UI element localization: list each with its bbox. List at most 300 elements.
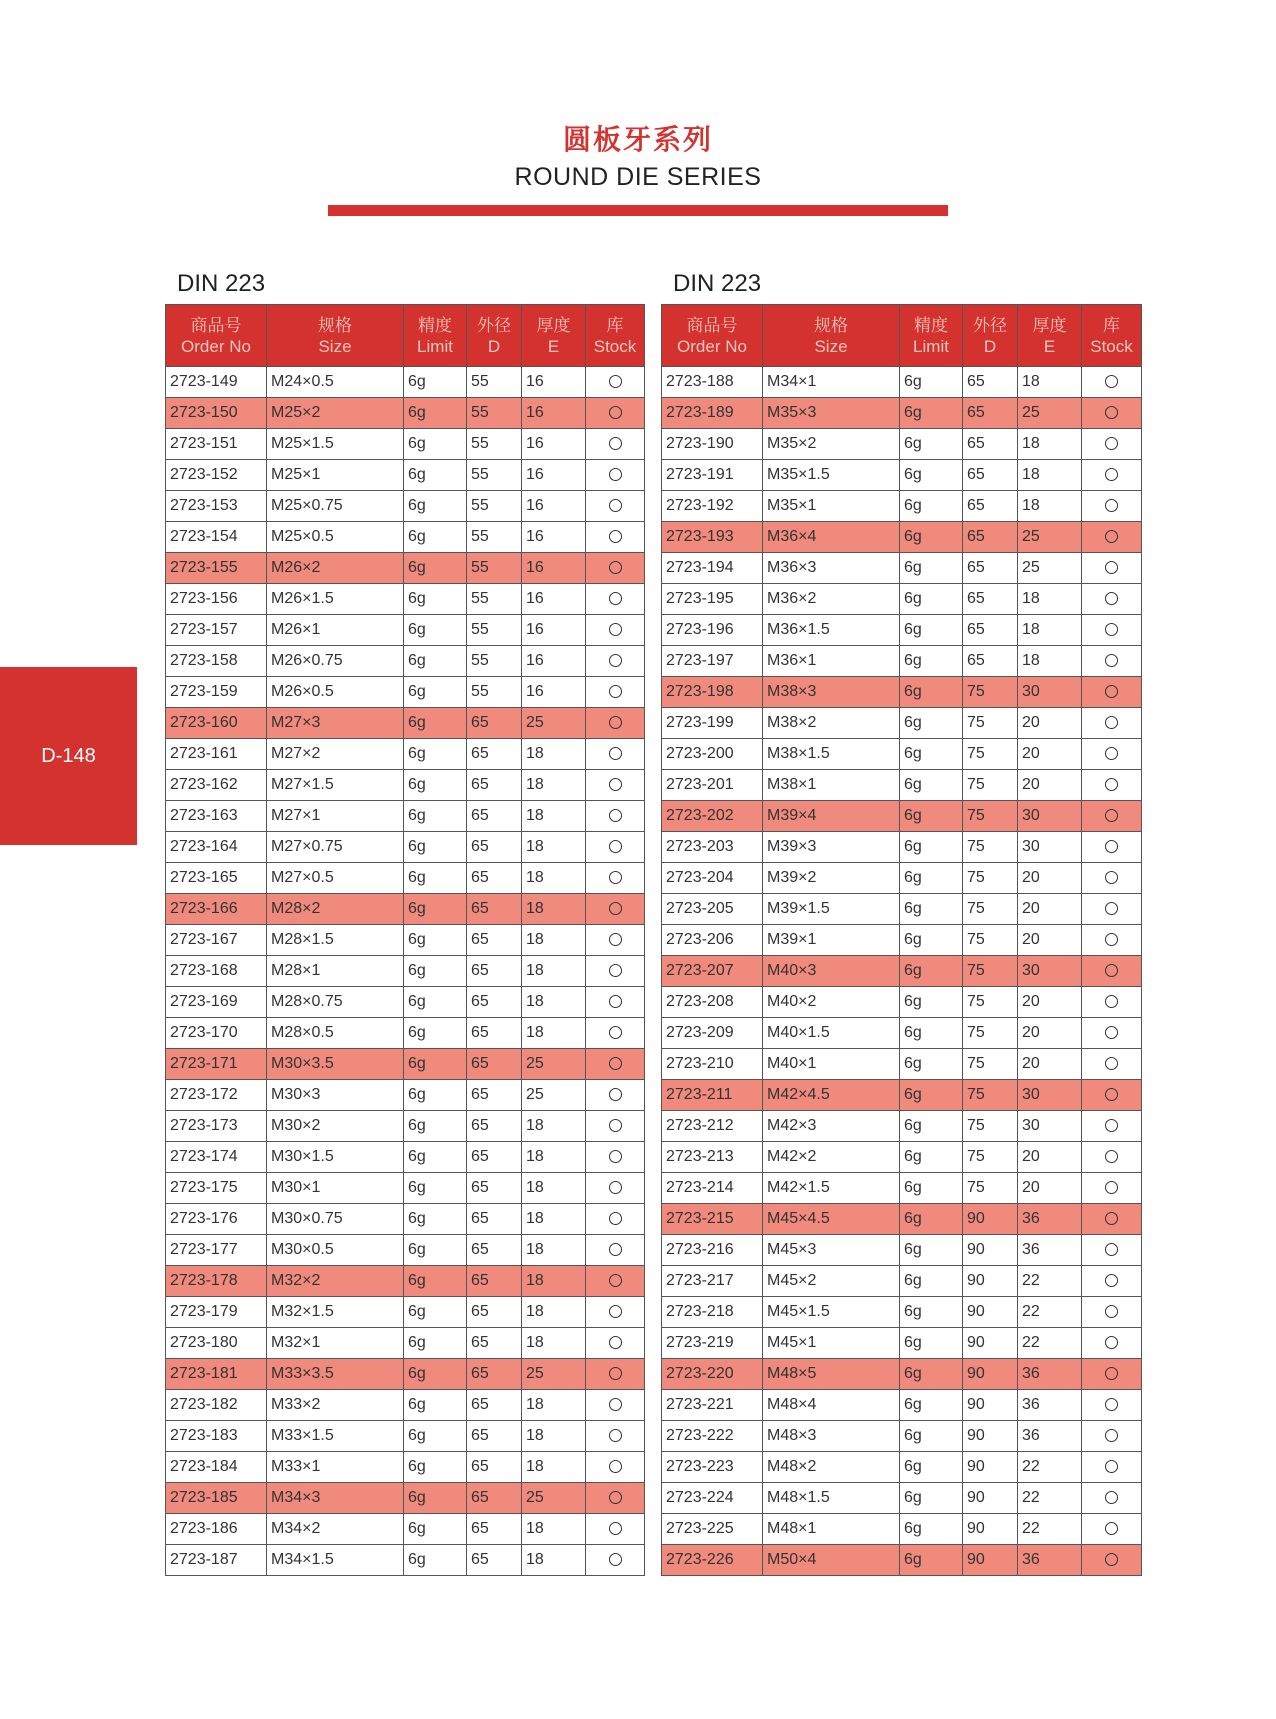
thickness-cell: 22 xyxy=(1018,1297,1082,1328)
order-number-cell: 2723-215 xyxy=(662,1204,763,1235)
diameter-cell: 75 xyxy=(963,894,1018,925)
table-row xyxy=(166,739,645,770)
column-header-cn: 库 xyxy=(1103,315,1120,335)
stock-cell xyxy=(1082,1297,1142,1328)
table-row xyxy=(662,1142,1142,1173)
table-header-row xyxy=(662,305,1142,367)
stock-circle-icon xyxy=(609,1057,622,1070)
order-number-cell: 2723-159 xyxy=(166,677,267,708)
thickness-cell: 16 xyxy=(522,460,586,491)
size-cell: M48×1 xyxy=(763,1514,900,1545)
table-row xyxy=(662,1328,1142,1359)
size-cell: M30×0.5 xyxy=(267,1235,404,1266)
stock-cell xyxy=(1082,1111,1142,1142)
limit-cell: 6g xyxy=(404,398,467,429)
stock-cell xyxy=(586,1390,645,1421)
table-row xyxy=(166,553,645,584)
table-row xyxy=(166,1204,645,1235)
size-cell: M35×3 xyxy=(763,398,900,429)
limit-cell: 6g xyxy=(900,460,963,491)
diameter-cell: 90 xyxy=(963,1452,1018,1483)
diameter-cell: 75 xyxy=(963,801,1018,832)
diameter-cell: 65 xyxy=(467,1173,522,1204)
thickness-cell: 18 xyxy=(522,770,586,801)
stock-circle-icon xyxy=(609,902,622,915)
size-cell: M30×2 xyxy=(267,1111,404,1142)
thickness-cell: 20 xyxy=(1018,925,1082,956)
limit-cell: 6g xyxy=(900,956,963,987)
thickness-cell: 16 xyxy=(522,491,586,522)
stock-circle-icon xyxy=(609,561,622,574)
stock-cell xyxy=(586,1080,645,1111)
limit-cell: 6g xyxy=(404,770,467,801)
diameter-cell: 90 xyxy=(963,1483,1018,1514)
order-number-cell: 2723-151 xyxy=(166,429,267,460)
order-number-cell: 2723-167 xyxy=(166,925,267,956)
thickness-cell: 25 xyxy=(522,1359,586,1390)
limit-cell: 6g xyxy=(404,491,467,522)
order-number-cell: 2723-150 xyxy=(166,398,267,429)
order-number-cell: 2723-191 xyxy=(662,460,763,491)
table-row xyxy=(662,739,1142,770)
stock-circle-icon xyxy=(1105,1088,1118,1101)
size-cell: M40×1 xyxy=(763,1049,900,1080)
stock-circle-icon xyxy=(609,1553,622,1566)
diameter-cell: 65 xyxy=(467,1204,522,1235)
order-number-cell: 2723-198 xyxy=(662,677,763,708)
table-row xyxy=(662,987,1142,1018)
thickness-cell: 22 xyxy=(1018,1452,1082,1483)
stock-cell xyxy=(1082,832,1142,863)
table-row xyxy=(166,522,645,553)
diameter-cell: 55 xyxy=(467,460,522,491)
order-number-cell: 2723-173 xyxy=(166,1111,267,1142)
limit-cell: 6g xyxy=(900,522,963,553)
limit-cell: 6g xyxy=(900,1390,963,1421)
thickness-cell: 20 xyxy=(1018,770,1082,801)
table-row xyxy=(166,708,645,739)
column-header xyxy=(763,305,900,367)
limit-cell: 6g xyxy=(900,1297,963,1328)
diameter-cell: 90 xyxy=(963,1328,1018,1359)
limit-cell: 6g xyxy=(404,1514,467,1545)
thickness-cell: 20 xyxy=(1018,708,1082,739)
diameter-cell: 65 xyxy=(467,832,522,863)
table-row xyxy=(166,460,645,491)
limit-cell: 6g xyxy=(404,1328,467,1359)
table-row xyxy=(166,1328,645,1359)
order-number-cell: 2723-208 xyxy=(662,987,763,1018)
limit-cell: 6g xyxy=(900,646,963,677)
table-row xyxy=(662,801,1142,832)
page-title-chinese: 圆板牙系列 xyxy=(562,123,713,156)
table-row xyxy=(166,832,645,863)
stock-cell xyxy=(1082,1359,1142,1390)
diameter-cell: 90 xyxy=(963,1235,1018,1266)
stock-circle-icon xyxy=(1105,592,1118,605)
size-cell: M35×1 xyxy=(763,491,900,522)
stock-cell xyxy=(586,925,645,956)
column-header-cn: 库 xyxy=(606,315,624,335)
stock-circle-icon xyxy=(1105,1367,1118,1380)
stock-circle-icon xyxy=(609,1305,622,1318)
stock-cell xyxy=(586,1328,645,1359)
order-number-cell: 2723-170 xyxy=(166,1018,267,1049)
diameter-cell: 75 xyxy=(963,677,1018,708)
stock-circle-icon xyxy=(609,995,622,1008)
table-row xyxy=(166,1018,645,1049)
table-row xyxy=(166,863,645,894)
stock-cell xyxy=(1082,367,1142,398)
order-number-cell: 2723-222 xyxy=(662,1421,763,1452)
table-row xyxy=(166,801,645,832)
diameter-cell: 55 xyxy=(467,429,522,460)
order-number-cell: 2723-221 xyxy=(662,1390,763,1421)
diameter-cell: 65 xyxy=(467,801,522,832)
order-number-cell: 2723-209 xyxy=(662,1018,763,1049)
thickness-cell: 18 xyxy=(522,801,586,832)
table-row xyxy=(166,646,645,677)
stock-cell xyxy=(1082,925,1142,956)
table-row xyxy=(662,398,1142,429)
table-row xyxy=(166,677,645,708)
diameter-cell: 65 xyxy=(963,615,1018,646)
limit-cell: 6g xyxy=(900,708,963,739)
stock-cell xyxy=(1082,894,1142,925)
size-cell: M27×0.75 xyxy=(267,832,404,863)
limit-cell: 6g xyxy=(900,584,963,615)
size-cell: M42×3 xyxy=(763,1111,900,1142)
table-row xyxy=(662,429,1142,460)
size-cell: M32×1.5 xyxy=(267,1297,404,1328)
diameter-cell: 65 xyxy=(467,925,522,956)
size-cell: M33×1 xyxy=(267,1452,404,1483)
order-number-cell: 2723-155 xyxy=(166,553,267,584)
table-row xyxy=(166,1514,645,1545)
order-number-cell: 2723-189 xyxy=(662,398,763,429)
size-cell: M32×2 xyxy=(267,1266,404,1297)
table-row xyxy=(662,1111,1142,1142)
stock-cell xyxy=(586,460,645,491)
thickness-cell: 30 xyxy=(1018,1111,1082,1142)
column-header xyxy=(963,305,1018,367)
limit-cell: 6g xyxy=(900,925,963,956)
table-row xyxy=(662,522,1142,553)
table-row xyxy=(662,553,1142,584)
diameter-cell: 90 xyxy=(963,1545,1018,1576)
table-row xyxy=(166,1359,645,1390)
stock-circle-icon xyxy=(609,685,622,698)
limit-cell: 6g xyxy=(404,739,467,770)
order-number-cell: 2723-202 xyxy=(662,801,763,832)
table-row xyxy=(166,1111,645,1142)
stock-circle-icon xyxy=(609,778,622,791)
stock-circle-icon xyxy=(609,375,622,388)
stock-cell xyxy=(1082,1266,1142,1297)
limit-cell: 6g xyxy=(404,863,467,894)
thickness-cell: 22 xyxy=(1018,1266,1082,1297)
size-cell: M48×1.5 xyxy=(763,1483,900,1514)
stock-circle-icon xyxy=(609,964,622,977)
limit-cell: 6g xyxy=(404,1452,467,1483)
thickness-cell: 18 xyxy=(522,1297,586,1328)
diameter-cell: 65 xyxy=(467,1514,522,1545)
limit-cell: 6g xyxy=(404,367,467,398)
order-number-cell: 2723-165 xyxy=(166,863,267,894)
thickness-cell: 16 xyxy=(522,584,586,615)
table-row xyxy=(662,1483,1142,1514)
order-number-cell: 2723-190 xyxy=(662,429,763,460)
order-number-cell: 2723-162 xyxy=(166,770,267,801)
table-row xyxy=(166,1483,645,1514)
stock-cell xyxy=(586,1018,645,1049)
size-cell: M25×0.5 xyxy=(267,522,404,553)
order-number-cell: 2723-168 xyxy=(166,956,267,987)
column-header-en: E xyxy=(547,336,560,356)
order-number-cell: 2723-175 xyxy=(166,1173,267,1204)
stock-circle-icon xyxy=(609,1491,622,1504)
diameter-cell: 65 xyxy=(467,956,522,987)
table-row xyxy=(166,584,645,615)
thickness-cell: 22 xyxy=(1018,1483,1082,1514)
limit-cell: 6g xyxy=(900,1204,963,1235)
diameter-cell: 55 xyxy=(467,584,522,615)
size-cell: M39×1 xyxy=(763,925,900,956)
size-cell: M30×3.5 xyxy=(267,1049,404,1080)
limit-cell: 6g xyxy=(404,646,467,677)
thickness-cell: 36 xyxy=(1018,1390,1082,1421)
stock-cell xyxy=(1082,987,1142,1018)
stock-circle-icon xyxy=(1105,1305,1118,1318)
size-cell: M27×0.5 xyxy=(267,863,404,894)
thickness-cell: 20 xyxy=(1018,1018,1082,1049)
table-row xyxy=(166,956,645,987)
thickness-cell: 18 xyxy=(522,925,586,956)
size-cell: M30×1 xyxy=(267,1173,404,1204)
thickness-cell: 20 xyxy=(1018,987,1082,1018)
thickness-cell: 22 xyxy=(1018,1328,1082,1359)
table-title: DIN 223 xyxy=(177,270,266,297)
limit-cell: 6g xyxy=(404,1173,467,1204)
stock-circle-icon xyxy=(1105,685,1118,698)
stock-cell xyxy=(1082,739,1142,770)
stock-cell xyxy=(1082,1452,1142,1483)
size-cell: M28×1.5 xyxy=(267,925,404,956)
limit-cell: 6g xyxy=(404,677,467,708)
stock-circle-icon xyxy=(1105,375,1118,388)
diameter-cell: 55 xyxy=(467,522,522,553)
table-block-left xyxy=(165,268,645,1576)
size-cell: M33×1.5 xyxy=(267,1421,404,1452)
stock-cell xyxy=(1082,770,1142,801)
thickness-cell: 36 xyxy=(1018,1235,1082,1266)
table-row xyxy=(166,1452,645,1483)
thickness-cell: 18 xyxy=(522,1545,586,1576)
stock-circle-icon xyxy=(609,437,622,450)
stock-circle-icon xyxy=(1105,964,1118,977)
thickness-cell: 25 xyxy=(1018,553,1082,584)
size-cell: M26×1.5 xyxy=(267,584,404,615)
stock-cell xyxy=(586,1049,645,1080)
table-row xyxy=(662,460,1142,491)
limit-cell: 6g xyxy=(900,1142,963,1173)
diameter-cell: 55 xyxy=(467,677,522,708)
table-row xyxy=(662,367,1142,398)
limit-cell: 6g xyxy=(900,1111,963,1142)
stock-circle-icon xyxy=(1105,1460,1118,1473)
table-title: DIN 223 xyxy=(673,270,762,297)
stock-circle-icon xyxy=(1105,1274,1118,1287)
limit-cell: 6g xyxy=(900,1266,963,1297)
order-number-cell: 2723-216 xyxy=(662,1235,763,1266)
order-number-cell: 2723-169 xyxy=(166,987,267,1018)
size-cell: M25×1 xyxy=(267,460,404,491)
stock-circle-icon xyxy=(1105,871,1118,884)
limit-cell: 6g xyxy=(900,615,963,646)
limit-cell: 6g xyxy=(404,1204,467,1235)
stock-cell xyxy=(1082,1421,1142,1452)
order-number-cell: 2723-196 xyxy=(662,615,763,646)
order-number-cell: 2723-225 xyxy=(662,1514,763,1545)
size-cell: M45×4.5 xyxy=(763,1204,900,1235)
stock-cell xyxy=(1082,1173,1142,1204)
diameter-cell: 65 xyxy=(467,1049,522,1080)
size-cell: M25×2 xyxy=(267,398,404,429)
diameter-cell: 75 xyxy=(963,925,1018,956)
table-row xyxy=(166,770,645,801)
stock-cell xyxy=(586,1545,645,1576)
limit-cell: 6g xyxy=(404,1049,467,1080)
thickness-cell: 20 xyxy=(1018,1049,1082,1080)
diameter-cell: 75 xyxy=(963,1049,1018,1080)
stock-cell xyxy=(586,801,645,832)
order-number-cell: 2723-187 xyxy=(166,1545,267,1576)
table-row xyxy=(662,677,1142,708)
thickness-cell: 18 xyxy=(1018,460,1082,491)
stock-cell xyxy=(586,708,645,739)
table-row xyxy=(166,491,645,522)
size-cell: M30×1.5 xyxy=(267,1142,404,1173)
thickness-cell: 18 xyxy=(522,1204,586,1235)
stock-circle-icon xyxy=(1105,1398,1118,1411)
size-cell: M35×2 xyxy=(763,429,900,460)
limit-cell: 6g xyxy=(404,584,467,615)
thickness-cell: 18 xyxy=(1018,584,1082,615)
limit-cell: 6g xyxy=(900,894,963,925)
stock-circle-icon xyxy=(1105,902,1118,915)
order-number-cell: 2723-223 xyxy=(662,1452,763,1483)
column-header-en: Size xyxy=(814,336,848,356)
diameter-cell: 65 xyxy=(963,367,1018,398)
order-number-cell: 2723-194 xyxy=(662,553,763,584)
product-table xyxy=(165,304,645,1576)
column-header-en: Limit xyxy=(913,336,949,356)
stock-circle-icon xyxy=(609,1429,622,1442)
order-number-cell: 2723-210 xyxy=(662,1049,763,1080)
thickness-cell: 18 xyxy=(522,1018,586,1049)
table-row xyxy=(662,646,1142,677)
diameter-cell: 65 xyxy=(467,863,522,894)
diameter-cell: 55 xyxy=(467,646,522,677)
diameter-cell: 90 xyxy=(963,1297,1018,1328)
thickness-cell: 30 xyxy=(1018,1080,1082,1111)
thickness-cell: 18 xyxy=(522,1111,586,1142)
table-row xyxy=(662,1359,1142,1390)
diameter-cell: 55 xyxy=(467,615,522,646)
order-number-cell: 2723-192 xyxy=(662,491,763,522)
diameter-cell: 65 xyxy=(467,1235,522,1266)
stock-cell xyxy=(1082,956,1142,987)
stock-cell xyxy=(586,398,645,429)
thickness-cell: 20 xyxy=(1018,1173,1082,1204)
order-number-cell: 2723-172 xyxy=(166,1080,267,1111)
stock-cell xyxy=(586,646,645,677)
thickness-cell: 18 xyxy=(1018,367,1082,398)
column-header xyxy=(1018,305,1082,367)
size-cell: M36×1 xyxy=(763,646,900,677)
size-cell: M39×4 xyxy=(763,801,900,832)
order-number-cell: 2723-149 xyxy=(166,367,267,398)
size-cell: M34×2 xyxy=(267,1514,404,1545)
diameter-cell: 65 xyxy=(963,646,1018,677)
diameter-cell: 65 xyxy=(963,553,1018,584)
thickness-cell: 16 xyxy=(522,429,586,460)
column-header xyxy=(662,305,763,367)
size-cell: M35×1.5 xyxy=(763,460,900,491)
diameter-cell: 55 xyxy=(467,553,522,584)
stock-cell xyxy=(586,367,645,398)
table-block-right xyxy=(661,268,1142,1576)
order-number-cell: 2723-161 xyxy=(166,739,267,770)
thickness-cell: 36 xyxy=(1018,1421,1082,1452)
limit-cell: 6g xyxy=(900,832,963,863)
diameter-cell: 65 xyxy=(467,1018,522,1049)
size-cell: M38×1.5 xyxy=(763,739,900,770)
column-header-en: Stock xyxy=(1090,336,1133,356)
stock-circle-icon xyxy=(609,1026,622,1039)
stock-cell xyxy=(586,1173,645,1204)
column-header-en: Limit xyxy=(417,336,453,356)
size-cell: M36×4 xyxy=(763,522,900,553)
diameter-cell: 65 xyxy=(963,398,1018,429)
table-row xyxy=(662,491,1142,522)
order-number-cell: 2723-181 xyxy=(166,1359,267,1390)
size-cell: M48×2 xyxy=(763,1452,900,1483)
limit-cell: 6g xyxy=(404,1545,467,1576)
stock-cell xyxy=(586,1111,645,1142)
order-number-cell: 2723-180 xyxy=(166,1328,267,1359)
limit-cell: 6g xyxy=(404,708,467,739)
stock-circle-icon xyxy=(609,592,622,605)
stock-cell xyxy=(1082,1235,1142,1266)
stock-circle-icon xyxy=(1105,1491,1118,1504)
stock-circle-icon xyxy=(609,1088,622,1101)
stock-cell xyxy=(586,1142,645,1173)
diameter-cell: 75 xyxy=(963,1173,1018,1204)
limit-cell: 6g xyxy=(900,491,963,522)
table-row xyxy=(662,894,1142,925)
table-row xyxy=(662,1452,1142,1483)
diameter-cell: 90 xyxy=(963,1514,1018,1545)
size-cell: M38×3 xyxy=(763,677,900,708)
table-row xyxy=(662,1080,1142,1111)
column-header xyxy=(522,305,586,367)
stock-cell xyxy=(586,1359,645,1390)
column-header xyxy=(586,305,645,367)
size-cell: M30×0.75 xyxy=(267,1204,404,1235)
stock-cell xyxy=(1082,1328,1142,1359)
diameter-cell: 75 xyxy=(963,770,1018,801)
